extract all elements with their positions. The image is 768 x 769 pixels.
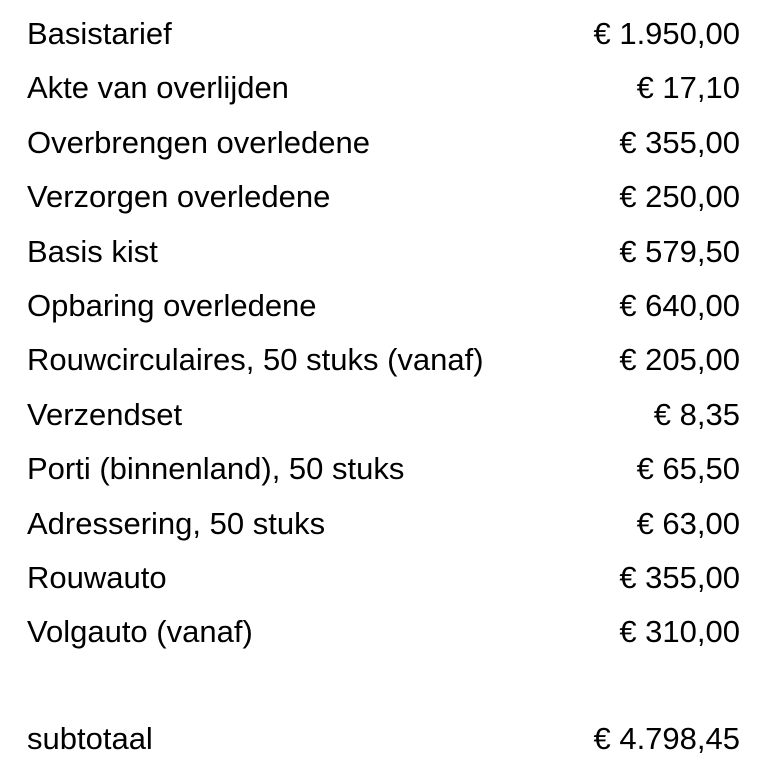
cost-row-akte-van-overlijden [27, 61, 740, 115]
cost-label: Basistarief [27, 16, 172, 51]
cost-row-adressering [27, 497, 740, 551]
cost-amount: € 355,00 [619, 559, 740, 595]
cost-row-rouwauto [27, 551, 740, 605]
cost-label: Overbrengen overledene [27, 124, 370, 160]
cost-amount: € 579,50 [619, 233, 740, 269]
cost-amount: € 355,00 [619, 124, 740, 160]
subtotal-amount: € 4.798,45 [593, 721, 740, 756]
cost-list [27, 7, 740, 660]
cost-row-verzorgen-overledene [27, 170, 740, 224]
cost-amount: € 250,00 [619, 179, 740, 215]
subtotal-label: subtotaal [27, 721, 153, 756]
cost-label: Rouwauto [27, 559, 167, 595]
cost-amount: € 310,00 [619, 614, 740, 650]
cost-amount: € 17,10 [636, 70, 740, 106]
cost-amount: € 640,00 [619, 287, 740, 323]
cost-row-verzendset [27, 388, 740, 442]
cost-row-rouwcirculaires [27, 333, 740, 387]
cost-label: Adressering, 50 stuks [27, 505, 326, 541]
cost-label: Rouwcirculaires, 50 stuks (vanaf) [27, 342, 484, 378]
cost-label: Porti (binnenland), 50 stuks [27, 451, 405, 487]
subtotal-row [27, 712, 740, 766]
cost-label: Verzendset [27, 396, 183, 432]
cost-amount: € 65,50 [636, 451, 740, 487]
cost-amount: € 8,35 [653, 396, 740, 432]
cost-row-overbrengen-overledene [27, 116, 740, 170]
cost-row-basistarief [27, 7, 740, 61]
cost-label: Akte van overlijden [27, 70, 289, 106]
cost-row-opbaring-overledene [27, 279, 740, 333]
cost-row-porti [27, 442, 740, 496]
cost-row-basis-kist [27, 225, 740, 279]
cost-amount: € 205,00 [619, 342, 740, 378]
cost-label: Basis kist [27, 233, 158, 269]
cost-amount: € 1.950,00 [593, 16, 740, 51]
cost-label: Verzorgen overledene [27, 179, 331, 215]
cost-amount: € 63,00 [636, 505, 740, 541]
cost-label: Volgauto (vanaf) [27, 614, 253, 650]
cost-label: Opbaring overledene [27, 287, 317, 323]
cost-row-volgauto [27, 605, 740, 659]
